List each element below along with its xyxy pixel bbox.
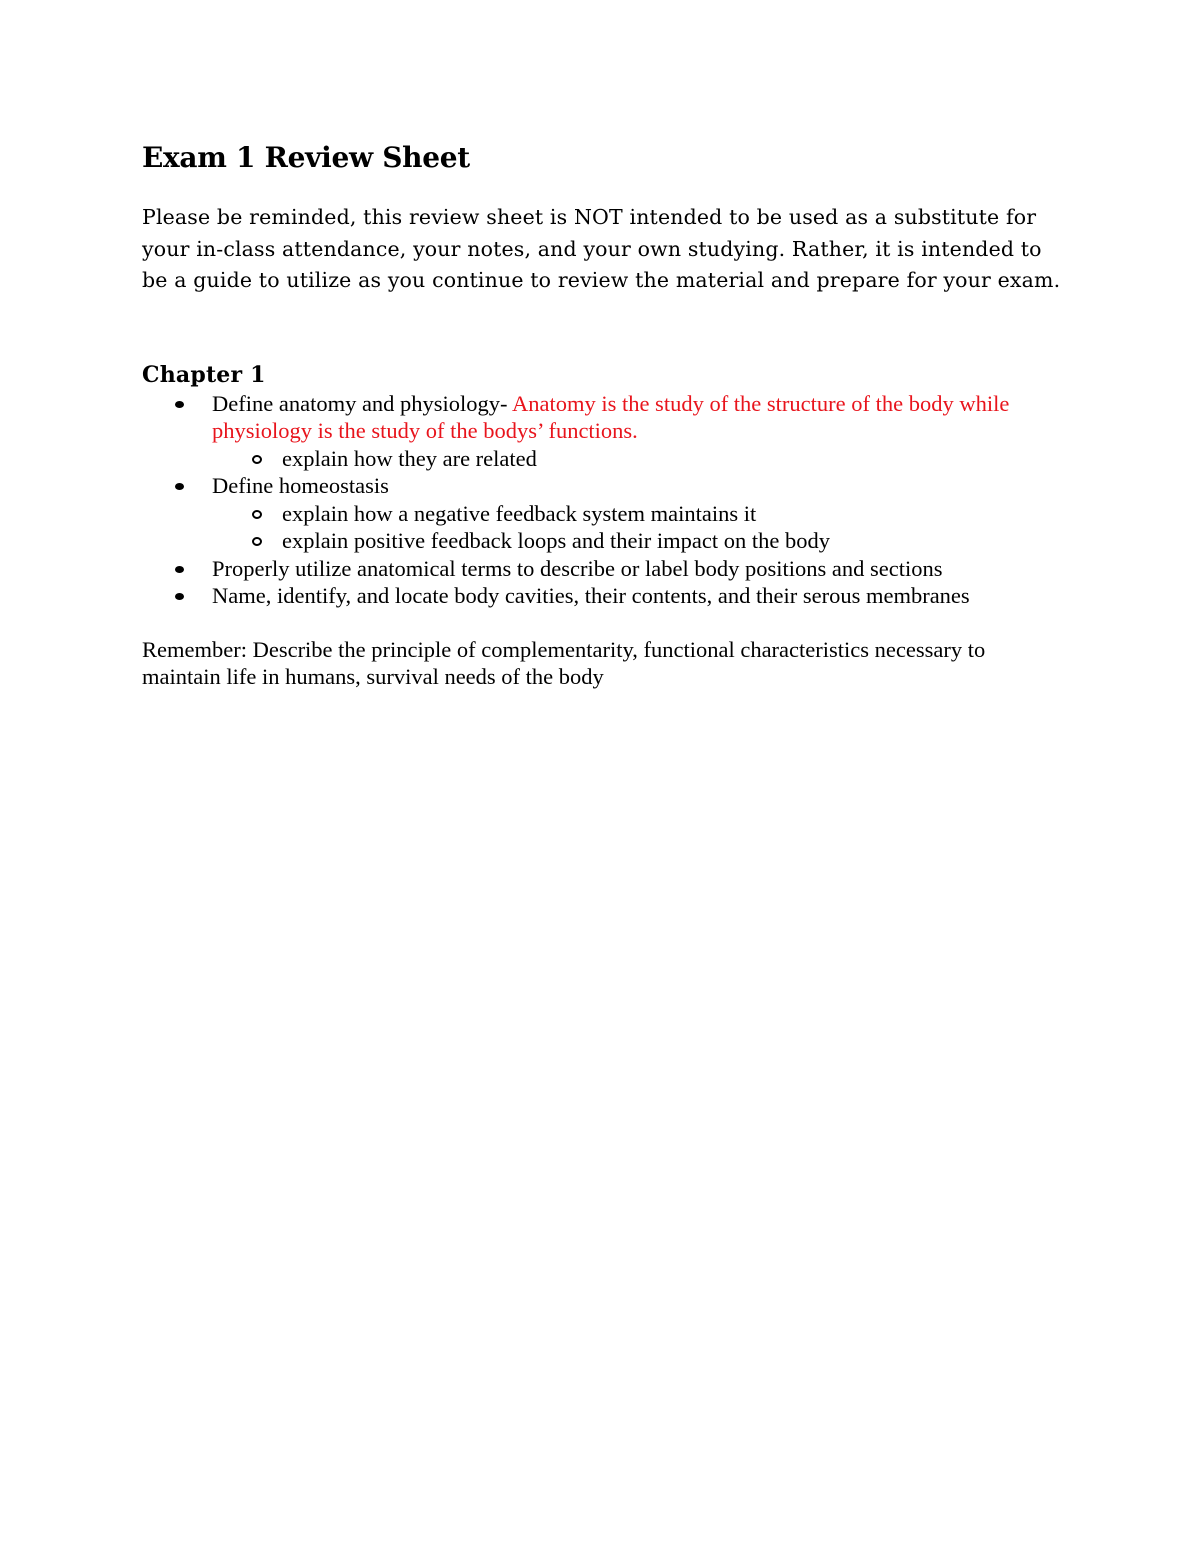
answer-text: Anatomy is the study of the structure of the body while physiology is the study of the bodys’ functions. — [212, 390, 1010, 443]
list-item-text: Define anatomy and physiology- — [212, 390, 512, 416]
bullet-icon — [175, 483, 184, 490]
list-item — [142, 555, 1062, 583]
list-item — [142, 472, 1062, 555]
sub-list-item — [212, 445, 1062, 473]
bullet-icon — [175, 566, 184, 573]
list-item-text: Define homeostasis — [212, 473, 389, 498]
sub-list-item-text: explain how they are related — [282, 445, 537, 471]
list-item-text: Name, identify, and locate body cavities, their contents, and their serous membranes — [212, 583, 970, 608]
document-page — [142, 138, 1062, 691]
chapter-heading: Chapter 1 — [142, 361, 266, 388]
list-item — [142, 390, 1062, 473]
circle-bullet-icon — [252, 537, 262, 546]
intro-paragraph: Please be reminded, this review sheet is NOT intended to be used as a substitute for your in-class attendance, your notes, and your own studying. Rather, it is intended to be a guide to utilize as you continue to review the material and prepare for your exam. — [142, 205, 1061, 292]
sub-list-item — [212, 500, 1062, 528]
bullet-icon — [175, 401, 184, 408]
remember-note: Remember: Describe the principle of complementarity, functional characteristics necessary to maintain life in humans, survival needs of the body — [142, 636, 986, 689]
list-item — [142, 582, 1062, 610]
circle-bullet-icon — [252, 455, 262, 464]
sub-list — [212, 445, 1062, 473]
chapter-topic-list — [142, 390, 1062, 610]
list-item-text: Properly utilize anatomical terms to describe or label body positions and sections — [212, 555, 943, 581]
sub-list-item-text: explain positive feedback loops and their impact on the body — [282, 528, 830, 553]
circle-bullet-icon — [252, 510, 262, 519]
sub-list-item-text: explain how a negative feedback system maintains it — [282, 500, 757, 526]
sub-list-item — [212, 527, 1062, 555]
bullet-icon — [175, 593, 184, 600]
sub-list — [212, 500, 1062, 555]
document-title: Exam 1 Review Sheet — [142, 141, 470, 174]
